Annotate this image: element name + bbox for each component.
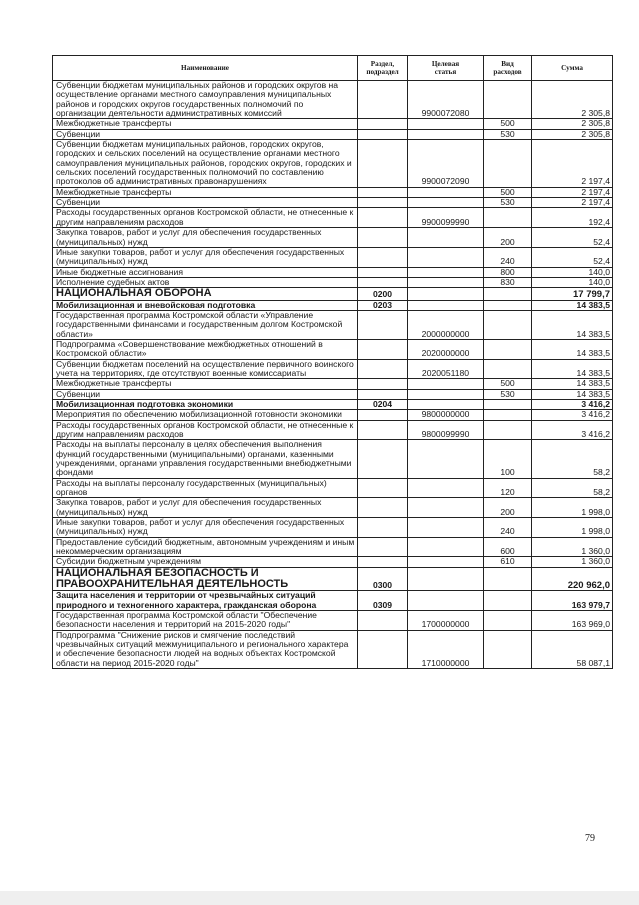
cell-expense-kind: 200	[484, 228, 532, 248]
cell-name: Расходы государственных органов Костромской области, не отнесенные к другим направлениям расходов	[53, 420, 358, 440]
cell-name: Расходы государственных органов Костромской области, не отнесенные к другим направлениям расходов	[53, 208, 358, 228]
cell-sum: 14 383,5	[532, 310, 613, 339]
cell-sum: 1 998,0	[532, 498, 613, 518]
cell-name: Субсидии бюджетным учреждениям	[53, 557, 358, 567]
cell-expense-kind	[484, 359, 532, 379]
table-row	[53, 537, 613, 557]
cell-target-article	[408, 129, 484, 139]
table-row	[53, 498, 613, 518]
cell-target-article	[408, 288, 484, 300]
cell-expense-kind: 830	[484, 277, 532, 287]
cell-sum: 14 383,5	[532, 359, 613, 379]
cell-section	[358, 478, 408, 498]
cell-target-article: 1700000000	[408, 611, 484, 631]
table-row	[53, 389, 613, 399]
cell-name: Мероприятия по обеспечению мобилизационной готовности экономики	[53, 410, 358, 420]
table-row	[53, 208, 613, 228]
cell-expense-kind: 120	[484, 478, 532, 498]
cell-section	[358, 267, 408, 277]
cell-section	[358, 81, 408, 119]
cell-expense-kind	[484, 611, 532, 631]
table-row	[53, 198, 613, 208]
cell-target-article	[408, 591, 484, 611]
budget-table	[52, 55, 613, 669]
cell-sum: 17 799,7	[532, 288, 613, 300]
cell-name: Субвенции	[53, 129, 358, 139]
cell-section	[358, 518, 408, 538]
cell-target-article: 9900072080	[408, 81, 484, 119]
cell-name: Межбюджетные трансферты	[53, 187, 358, 197]
cell-name: Межбюджетные трансферты	[53, 119, 358, 129]
cell-name: Государственная программа Костромской области "Обеспечение безопасности населения и территорий на 2015-2020 годы"	[53, 611, 358, 631]
cell-target-article	[408, 300, 484, 310]
cell-sum: 14 383,5	[532, 339, 613, 359]
header-name: Наименование	[53, 56, 358, 81]
cell-section	[358, 339, 408, 359]
cell-expense-kind: 530	[484, 198, 532, 208]
cell-name: Субвенции	[53, 389, 358, 399]
table-row	[53, 440, 613, 478]
cell-expense-kind: 200	[484, 498, 532, 518]
cell-expense-kind	[484, 310, 532, 339]
cell-expense-kind: 100	[484, 440, 532, 478]
cell-section	[358, 310, 408, 339]
cell-target-article	[408, 379, 484, 389]
cell-expense-kind	[484, 410, 532, 420]
table-row	[53, 399, 613, 409]
cell-sum: 14 383,5	[532, 379, 613, 389]
table-row	[53, 267, 613, 277]
cell-name: Субвенции	[53, 198, 358, 208]
table-body	[53, 81, 613, 669]
cell-name: Расходы на выплаты персоналу в целях обеспечения выполнения функций государственными (муниципальными) органами, казенными учреждениями, органами управления государственными внебюджетными фондами	[53, 440, 358, 478]
cell-section: 0203	[358, 300, 408, 310]
cell-target-article: 9800099990	[408, 420, 484, 440]
cell-sum: 52,4	[532, 228, 613, 248]
cell-sum: 163 979,7	[532, 591, 613, 611]
table-row	[53, 288, 613, 300]
cell-name: Субвенции бюджетам поселений на осуществление первичного воинского учета на территориях, где отсутствуют военные комиссариаты	[53, 359, 358, 379]
cell-name: Защита населения и территории от чрезвычайных ситуаций природного и техногенного характера, гражданская оборона	[53, 591, 358, 611]
header-sum: Сумма	[532, 56, 613, 81]
table-row	[53, 119, 613, 129]
cell-name: НАЦИОНАЛЬНАЯ ОБОРОНА	[53, 288, 358, 300]
table-row	[53, 591, 613, 611]
cell-name: Предоставление субсидий бюджетным, автономным учреждениям и иным некоммерческим организациям	[53, 537, 358, 557]
cell-expense-kind	[484, 140, 532, 188]
cell-target-article	[408, 187, 484, 197]
table-row	[53, 81, 613, 119]
cell-name: Исполнение судебных актов	[53, 277, 358, 287]
page-number: 79	[585, 833, 595, 844]
table-row	[53, 339, 613, 359]
cell-sum: 3 416,2	[532, 410, 613, 420]
cell-sum: 2 197,4	[532, 198, 613, 208]
cell-name: Расходы на выплаты персоналу государственных (муниципальных) органов	[53, 478, 358, 498]
cell-target-article: 2020000000	[408, 339, 484, 359]
cell-sum: 2 197,4	[532, 187, 613, 197]
cell-expense-kind	[484, 208, 532, 228]
budget-table-page	[52, 55, 612, 669]
table-row	[53, 300, 613, 310]
cell-target-article	[408, 389, 484, 399]
table-row	[53, 420, 613, 440]
cell-target-article	[408, 119, 484, 129]
cell-sum: 140,0	[532, 267, 613, 277]
cell-expense-kind: 800	[484, 267, 532, 277]
header-section: Раздел, подраздел	[358, 56, 408, 81]
table-row	[53, 630, 613, 668]
cell-target-article	[408, 567, 484, 591]
table-row	[53, 611, 613, 631]
cell-section	[358, 379, 408, 389]
cell-name: Мобилизационная и вневойсковая подготовка	[53, 300, 358, 310]
cell-section	[358, 208, 408, 228]
cell-expense-kind: 500	[484, 187, 532, 197]
cell-target-article	[408, 518, 484, 538]
cell-name: Субвенции бюджетам муниципальных районов и городских округов на осуществление органами местного самоуправления муниципальных районов и городских округов государственных полномочий по организации деятельности административных комиссий	[53, 81, 358, 119]
table-header-row	[53, 56, 613, 81]
cell-section	[358, 247, 408, 267]
cell-section	[358, 420, 408, 440]
cell-section	[358, 410, 408, 420]
cell-section	[358, 228, 408, 248]
cell-sum: 14 383,5	[532, 389, 613, 399]
header-target-article: Целевая статья	[408, 56, 484, 81]
cell-expense-kind: 530	[484, 389, 532, 399]
cell-sum: 52,4	[532, 247, 613, 267]
cell-target-article: 2020051180	[408, 359, 484, 379]
cell-target-article	[408, 537, 484, 557]
cell-expense-kind	[484, 399, 532, 409]
cell-sum: 14 383,5	[532, 300, 613, 310]
cell-name: Государственная программа Костромской области «Управление государственными финансами и государственным долгом Костромской области»	[53, 310, 358, 339]
cell-sum: 2 305,8	[532, 81, 613, 119]
cell-expense-kind	[484, 288, 532, 300]
cell-expense-kind: 240	[484, 518, 532, 538]
cell-sum: 1 998,0	[532, 518, 613, 538]
cell-target-article	[408, 557, 484, 567]
table-row	[53, 567, 613, 591]
cell-sum: 58,2	[532, 440, 613, 478]
cell-target-article	[408, 277, 484, 287]
cell-section	[358, 389, 408, 399]
cell-target-article: 9900099990	[408, 208, 484, 228]
cell-sum: 3 416,2	[532, 420, 613, 440]
cell-name: Субвенции бюджетам муниципальных районов, городских округов, городских и сельских поселений на осуществление органами местного самоуправления муниципальных районов, городских округов, городских и сельских поселений государственных полномочий по составлению протоколов об административных правонарушениях	[53, 140, 358, 188]
cell-section: 0200	[358, 288, 408, 300]
cell-expense-kind: 500	[484, 379, 532, 389]
cell-expense-kind	[484, 81, 532, 119]
cell-target-article	[408, 198, 484, 208]
cell-sum: 2 197,4	[532, 140, 613, 188]
cell-target-article: 9900072090	[408, 140, 484, 188]
cell-expense-kind: 600	[484, 537, 532, 557]
cell-expense-kind	[484, 630, 532, 668]
cell-sum: 140,0	[532, 277, 613, 287]
cell-expense-kind	[484, 591, 532, 611]
cell-sum: 58,2	[532, 478, 613, 498]
cell-expense-kind	[484, 300, 532, 310]
cell-expense-kind: 610	[484, 557, 532, 567]
cell-target-article	[408, 267, 484, 277]
cell-name: Иные закупки товаров, работ и услуг для обеспечения государственных (муниципальных) нужд	[53, 518, 358, 538]
table-row	[53, 359, 613, 379]
table-row	[53, 247, 613, 267]
cell-name: НАЦИОНАЛЬНАЯ БЕЗОПАСНОСТЬ И ПРАВООХРАНИТЕЛЬНАЯ ДЕЯТЕЛЬНОСТЬ	[53, 567, 358, 591]
cell-expense-kind: 530	[484, 129, 532, 139]
table-row	[53, 410, 613, 420]
cell-target-article	[408, 478, 484, 498]
cell-sum: 163 969,0	[532, 611, 613, 631]
cell-target-article	[408, 399, 484, 409]
table-row	[53, 557, 613, 567]
cell-section	[358, 129, 408, 139]
table-row	[53, 140, 613, 188]
table-row	[53, 277, 613, 287]
cell-section: 0309	[358, 591, 408, 611]
cell-name: Иные закупки товаров, работ и услуг для обеспечения государственных (муниципальных) нужд	[53, 247, 358, 267]
cell-section: 0300	[358, 567, 408, 591]
cell-target-article	[408, 247, 484, 267]
cell-sum: 192,4	[532, 208, 613, 228]
cell-section	[358, 557, 408, 567]
cell-section	[358, 187, 408, 197]
cell-section	[358, 277, 408, 287]
cell-sum: 220 962,0	[532, 567, 613, 591]
cell-name: Межбюджетные трансферты	[53, 379, 358, 389]
cell-section	[358, 119, 408, 129]
cell-target-article	[408, 228, 484, 248]
table-row	[53, 379, 613, 389]
cell-section	[358, 198, 408, 208]
cell-section	[358, 440, 408, 478]
cell-sum: 2 305,8	[532, 119, 613, 129]
cell-section	[358, 611, 408, 631]
cell-target-article	[408, 498, 484, 518]
cell-expense-kind	[484, 567, 532, 591]
table-row	[53, 518, 613, 538]
cell-section	[358, 140, 408, 188]
cell-target-article	[408, 440, 484, 478]
cell-name: Подпрограмма «Совершенствование межбюджетных отношений в Костромской области»	[53, 339, 358, 359]
cell-target-article: 9800000000	[408, 410, 484, 420]
cell-target-article: 2000000000	[408, 310, 484, 339]
cell-expense-kind: 500	[484, 119, 532, 129]
table-row	[53, 478, 613, 498]
table-row	[53, 187, 613, 197]
cell-name: Закупка товаров, работ и услуг для обеспечения государственных (муниципальных) нужд	[53, 228, 358, 248]
cell-target-article: 1710000000	[408, 630, 484, 668]
cell-section	[358, 498, 408, 518]
table-row	[53, 228, 613, 248]
cell-name: Закупка товаров, работ и услуг для обеспечения государственных (муниципальных) нужд	[53, 498, 358, 518]
cell-name: Подпрограмма "Снижение рисков и смягчение последствий чрезвычайных ситуаций межмуниципального и регионального характера и обеспечение безопасности людей на водных объектах Костромской области на период 2015-2020 годы"	[53, 630, 358, 668]
cell-sum: 58 087,1	[532, 630, 613, 668]
cell-sum: 1 360,0	[532, 537, 613, 557]
cell-expense-kind: 240	[484, 247, 532, 267]
header-expense-kind: Вид расходов	[484, 56, 532, 81]
cell-name: Мобилизационная подготовка экономики	[53, 399, 358, 409]
cell-name: Иные бюджетные ассигнования	[53, 267, 358, 277]
table-row	[53, 129, 613, 139]
cell-section	[358, 630, 408, 668]
cell-sum: 1 360,0	[532, 557, 613, 567]
cell-sum: 3 416,2	[532, 399, 613, 409]
scan-bottom-band	[0, 891, 639, 905]
cell-section: 0204	[358, 399, 408, 409]
cell-expense-kind	[484, 420, 532, 440]
cell-section	[358, 359, 408, 379]
cell-expense-kind	[484, 339, 532, 359]
cell-section	[358, 537, 408, 557]
cell-sum: 2 305,8	[532, 129, 613, 139]
table-row	[53, 310, 613, 339]
